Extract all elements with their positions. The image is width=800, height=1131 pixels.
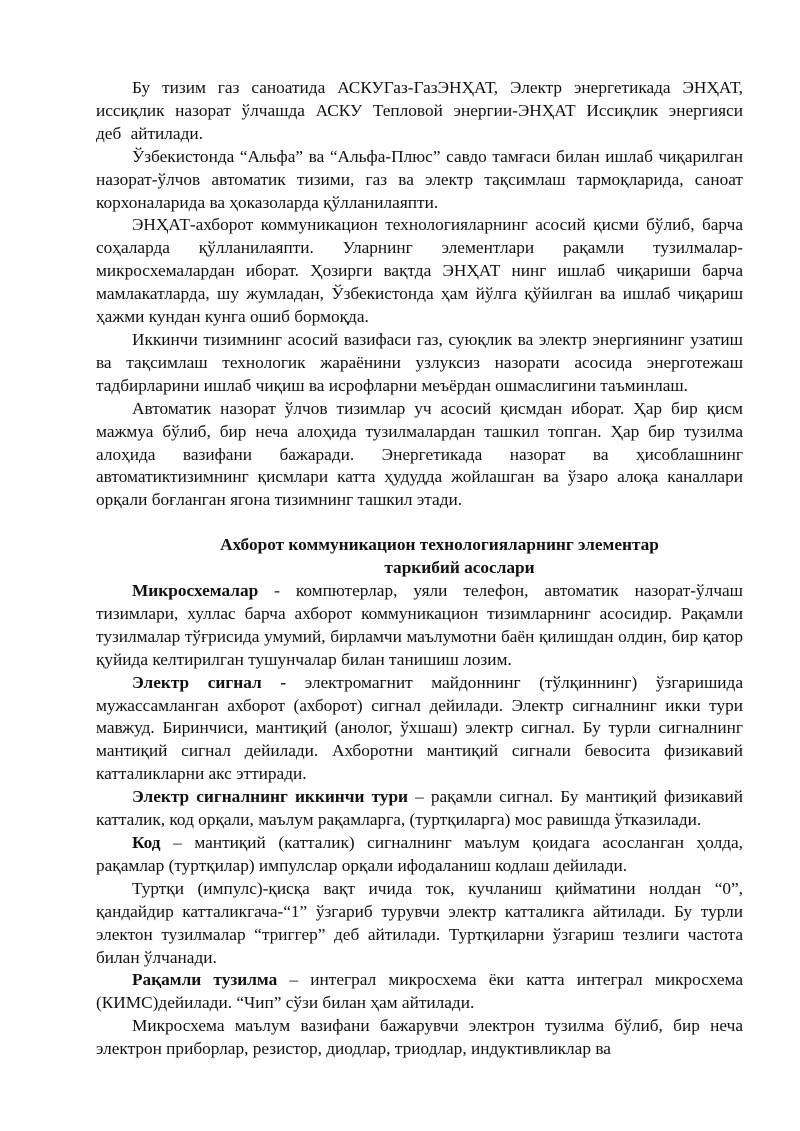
section-heading-line-1: Ахборот коммуникацион технологияларнинг элементар [220,535,659,555]
section-heading-line-2: таркибий асослари [384,558,535,578]
document-page [96,77,743,1061]
paragraph: Бу тизим газ саноатида АСКУГаз-ГазЭНҲАТ, Электр энергетикада ЭНҲАТ, иссиқлик назорат ўлчашда АСКУ Тепловой энергии-ЭНҲАТ Иссиқлик энергияси деб айтилади. [96,78,743,143]
definition-term: Электр сигнал - [132,672,287,692]
definition-text: - компютерлар, уяли телефон, автоматик назорат-ўлчаш тизимлари, хуллас барча ахборот коммуникацион тизимларнинг асосидир. Рақамли тузилмалар тўғрисида умумий, бирламчи маълумотни баён қилишдан олдин, бир қатор қуйида келтирилган тушунчалар билан танишиш лозим. [96,581,743,669]
definition-paragraph [96,832,743,878]
definition-term: Код [132,833,161,852]
definition-paragraph [96,969,743,1015]
definition-paragraph [96,580,743,672]
paragraph: ЭНҲАТ-ахборот коммуникацион технологияларнинг асосий қисми бўлиб, барча соҳаларда қўлланилаяпти. Уларнинг элементлари рақамли тузилмалар-микросхемалардан иборат. Ҳозирги вақтда ЭНҲАТ нинг ишлаб чиқариши барча мамлакатларда, шу жумладан, Ўзбекистонда ҳам йўлга қўйилган ва ишлаб чиқариш ҳажми кундан кунга ошиб бормоқда. [96,215,743,327]
paragraph-text: Микросхема маълум вазифани бажарувчи электрон тузилма бўлиб, бир неча электрон приборлар, резистор, диодлар, триодлар, индуктивликлар ва [96,1016,743,1059]
definition-text: – интеграл микросхема ёки катта интеграл микросхема (КИМС)дейилади. “Чип” сўзи билан ҳам айтилади. [96,970,743,1013]
definition-text: электромагнит майдоннинг (тўлқиннинг) ўзгаришида мужассамланган ахборот (ахборот) сигнал дейилади. Электр сигналнинг икки тури мавжуд. Биринчиси, мантиқий (анолог, ўхшаш) электр сигнал. Бу турли сигналнинг мантиқий сигнал дейилади. Ахборотни мантиқий сигнали бевосита физикавий катталикларни акс эттиради. [96,672,743,784]
definition-text: – мантиқий (катталик) сигналнинг маълум қоидага асосланган ҳолда, рақамлар (туртқилар) импулслар орқали ифодаланиш кодлаш дейилади. [96,833,743,875]
definition-text: – рақамли сигнал. Бу мантиқий физикавий катталик, код орқали, маълум рақамларга, (туртқиларга) мос равишда ўтказилади. [96,787,743,830]
definition-term: Микросхемалар [132,581,259,601]
definition-term: Рақамли тузилма [132,970,278,990]
definition-paragraph [96,786,743,832]
definition-paragraph [96,672,743,787]
paragraph: Ўзбекистонда “Альфа” ва “Альфа-Плюс” савдо тамғаси билан ишлаб чиқарилган назорат-ўлчов автоматик тизими, газ ва электр тақсимлаш тармоқларида, саноат корхоналарида ва ҳоказоларда қўлланилаяпти. [96,146,743,212]
definition-term: Электр сигналнинг иккинчи тури [132,787,409,807]
paragraph [96,1015,743,1061]
paragraph [96,878,743,970]
paragraph: Иккинчи тизимнинг асосий вазифаси газ, суюқлик ва электр энергиянинг узатиш ва тақсимлаш технологик жараёнини узлуксиз назорати асосида энерготежаш тадбирларини ишлаб чиқиш ва исрофларни меъёрдан ошмаслигини таъминлаш. [96,329,743,395]
paragraph: Автоматик назорат ўлчов тизимлар уч асосий қисмдан иборат. Ҳар бир қисм мажмуа бўлиб, бир неча алоҳида тузилмалардан ташкил топган. Ҳар бир тузилма алоҳида вазифани бажаради. Энергетикада назорат ва ҳисоблашнинг автоматиктизимнинг қисмлари катта ҳудудда жойлашган ва ўзаро алоқа каналлари орқали боғланган ягона тизимнинг ташкил этади. [96,398,743,510]
section-heading [96,534,743,580]
paragraph-text: Туртқи (импулс)-қисқа вақт ичида ток, кучланиш қийматини нолдан “0”, қандайдир катталикгача-“1” ўзгариб турувчи электр катталикга айтилади. Бу турли электон тузилмалар “триггер” деб айтилади. Туртқиларни ўзгариш тезлиги частота билан ўлчанади. [96,878,743,967]
